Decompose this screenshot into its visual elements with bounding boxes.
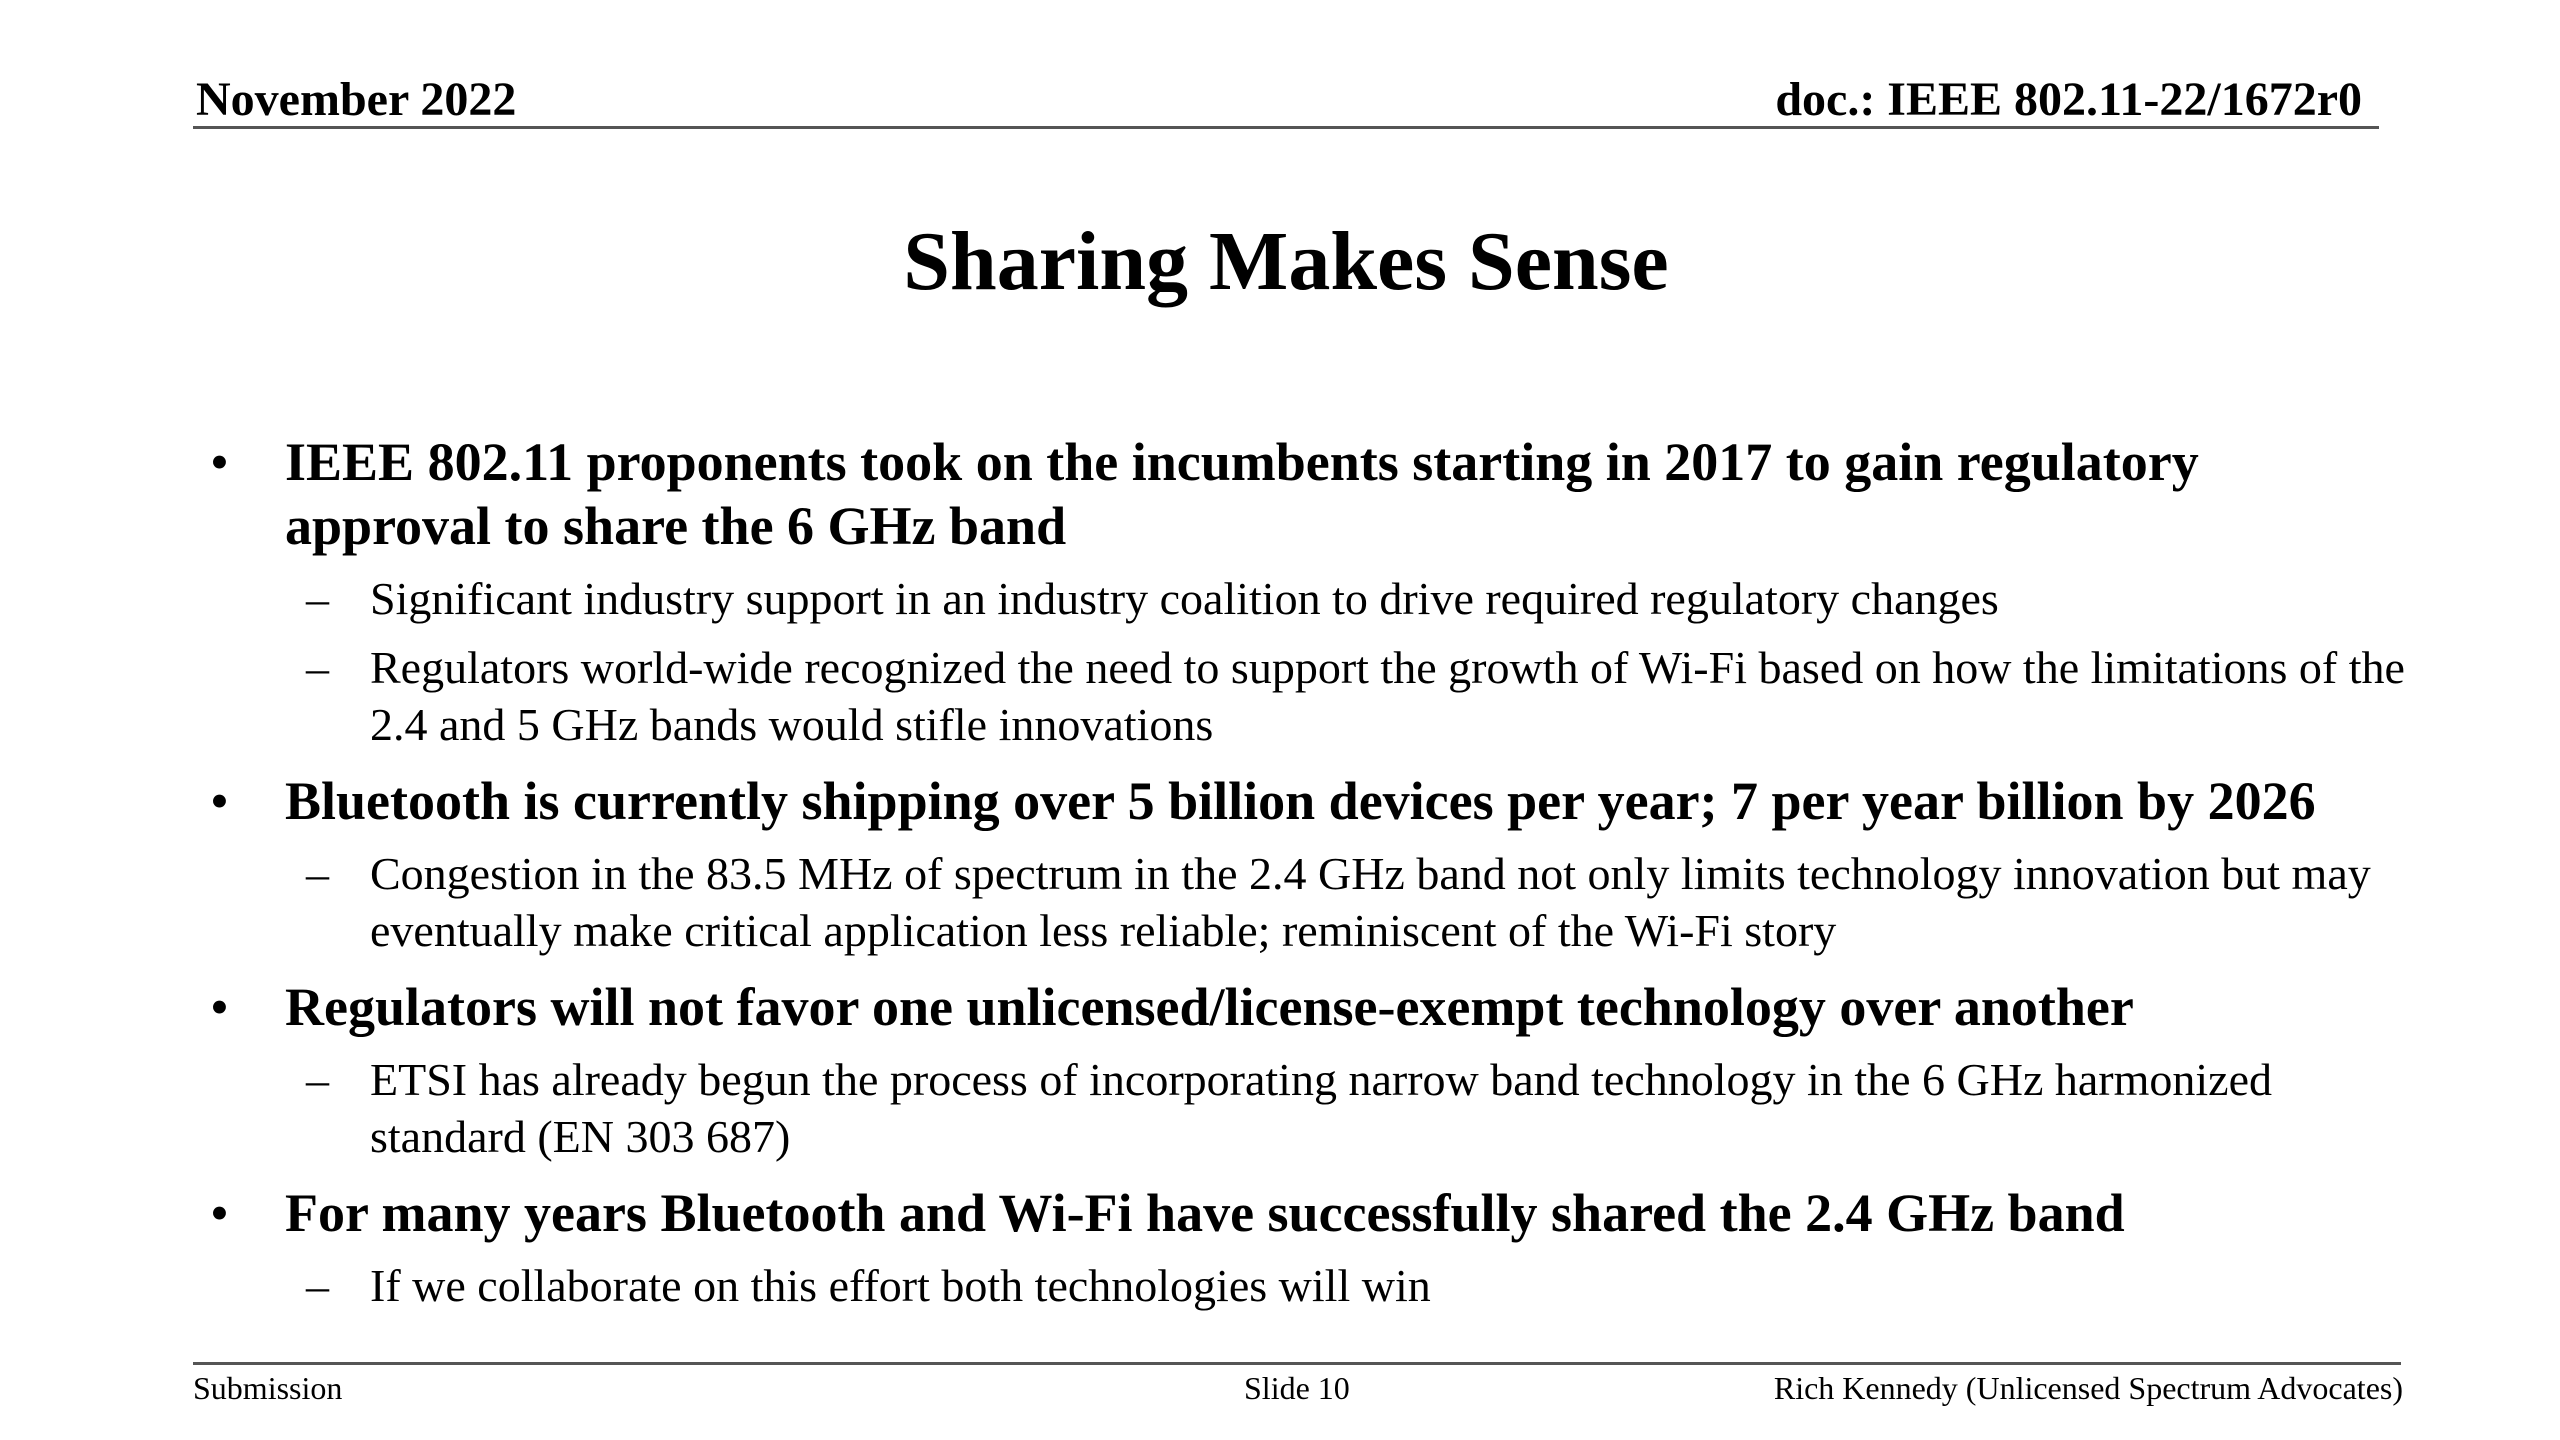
footer-slide-number: Slide 10 <box>1244 1370 1350 1406</box>
dash-marker: – <box>306 848 329 899</box>
dash-marker: – <box>306 1054 329 1105</box>
bullet-item <box>210 1181 2410 1245</box>
bullet-text: For many years Bluetooth and Wi-Fi have successfully shared the 2.4 GHz band <box>285 1183 2125 1243</box>
bullet-marker: • <box>210 1183 229 1243</box>
footer-submission: Submission <box>193 1370 343 1406</box>
bullet-marker: • <box>210 977 229 1037</box>
header-doc-id: doc.: IEEE 802.11-22/1672r0 <box>1775 73 2362 126</box>
dash-marker: – <box>306 1260 329 1311</box>
bullet-marker: • <box>210 432 229 492</box>
header-date: November 2022 <box>196 73 517 126</box>
sub-bullet-item <box>210 1051 2410 1165</box>
header-divider <box>193 126 2379 129</box>
sub-bullet-text: Significant industry support in an industry coalition to drive required regulatory changes <box>370 573 1999 624</box>
footer-divider <box>193 1362 2401 1365</box>
bullet-text: Regulators will not favor one unlicensed/license-exempt technology over another <box>285 977 2134 1037</box>
sub-bullet-item <box>210 845 2410 959</box>
sub-bullet-text: ETSI has already begun the process of incorporating narrow band technology in the 6 GHz harmonized standard (EN 303 687) <box>370 1054 2273 1162</box>
dash-marker: – <box>306 642 329 693</box>
bullet-text: Bluetooth is currently shipping over 5 billion devices per year; 7 per year billion by 2026 <box>285 771 2316 831</box>
sub-bullet-item <box>210 1257 2410 1314</box>
bullet-item <box>210 430 2410 558</box>
sub-bullet-text: Regulators world-wide recognized the need to support the growth of Wi-Fi based on how the limitations of the 2.4 and 5 GHz bands would stifle innovations <box>370 642 2405 750</box>
bullet-item <box>210 975 2410 1039</box>
sub-bullet-text: If we collaborate on this effort both technologies will win <box>370 1260 1431 1311</box>
bullet-marker: • <box>210 771 229 831</box>
sub-bullet-item <box>210 639 2410 753</box>
slide-body <box>210 430 2410 1314</box>
sub-bullet-item <box>210 570 2410 627</box>
sub-bullet-text: Congestion in the 83.5 MHz of spectrum in the 2.4 GHz band not only limits technology innovation but may eventually make critical application less reliable; reminiscent of the Wi-Fi story <box>370 848 2371 956</box>
slide-title: Sharing Makes Sense <box>903 215 1669 308</box>
footer-author: Rich Kennedy (Unlicensed Spectrum Advocates) <box>1773 1370 2403 1406</box>
bullet-item <box>210 769 2410 833</box>
bullet-text: IEEE 802.11 proponents took on the incumbents starting in 2017 to gain regulatory approval to share the 6 GHz band <box>285 432 2199 556</box>
dash-marker: – <box>306 573 329 624</box>
